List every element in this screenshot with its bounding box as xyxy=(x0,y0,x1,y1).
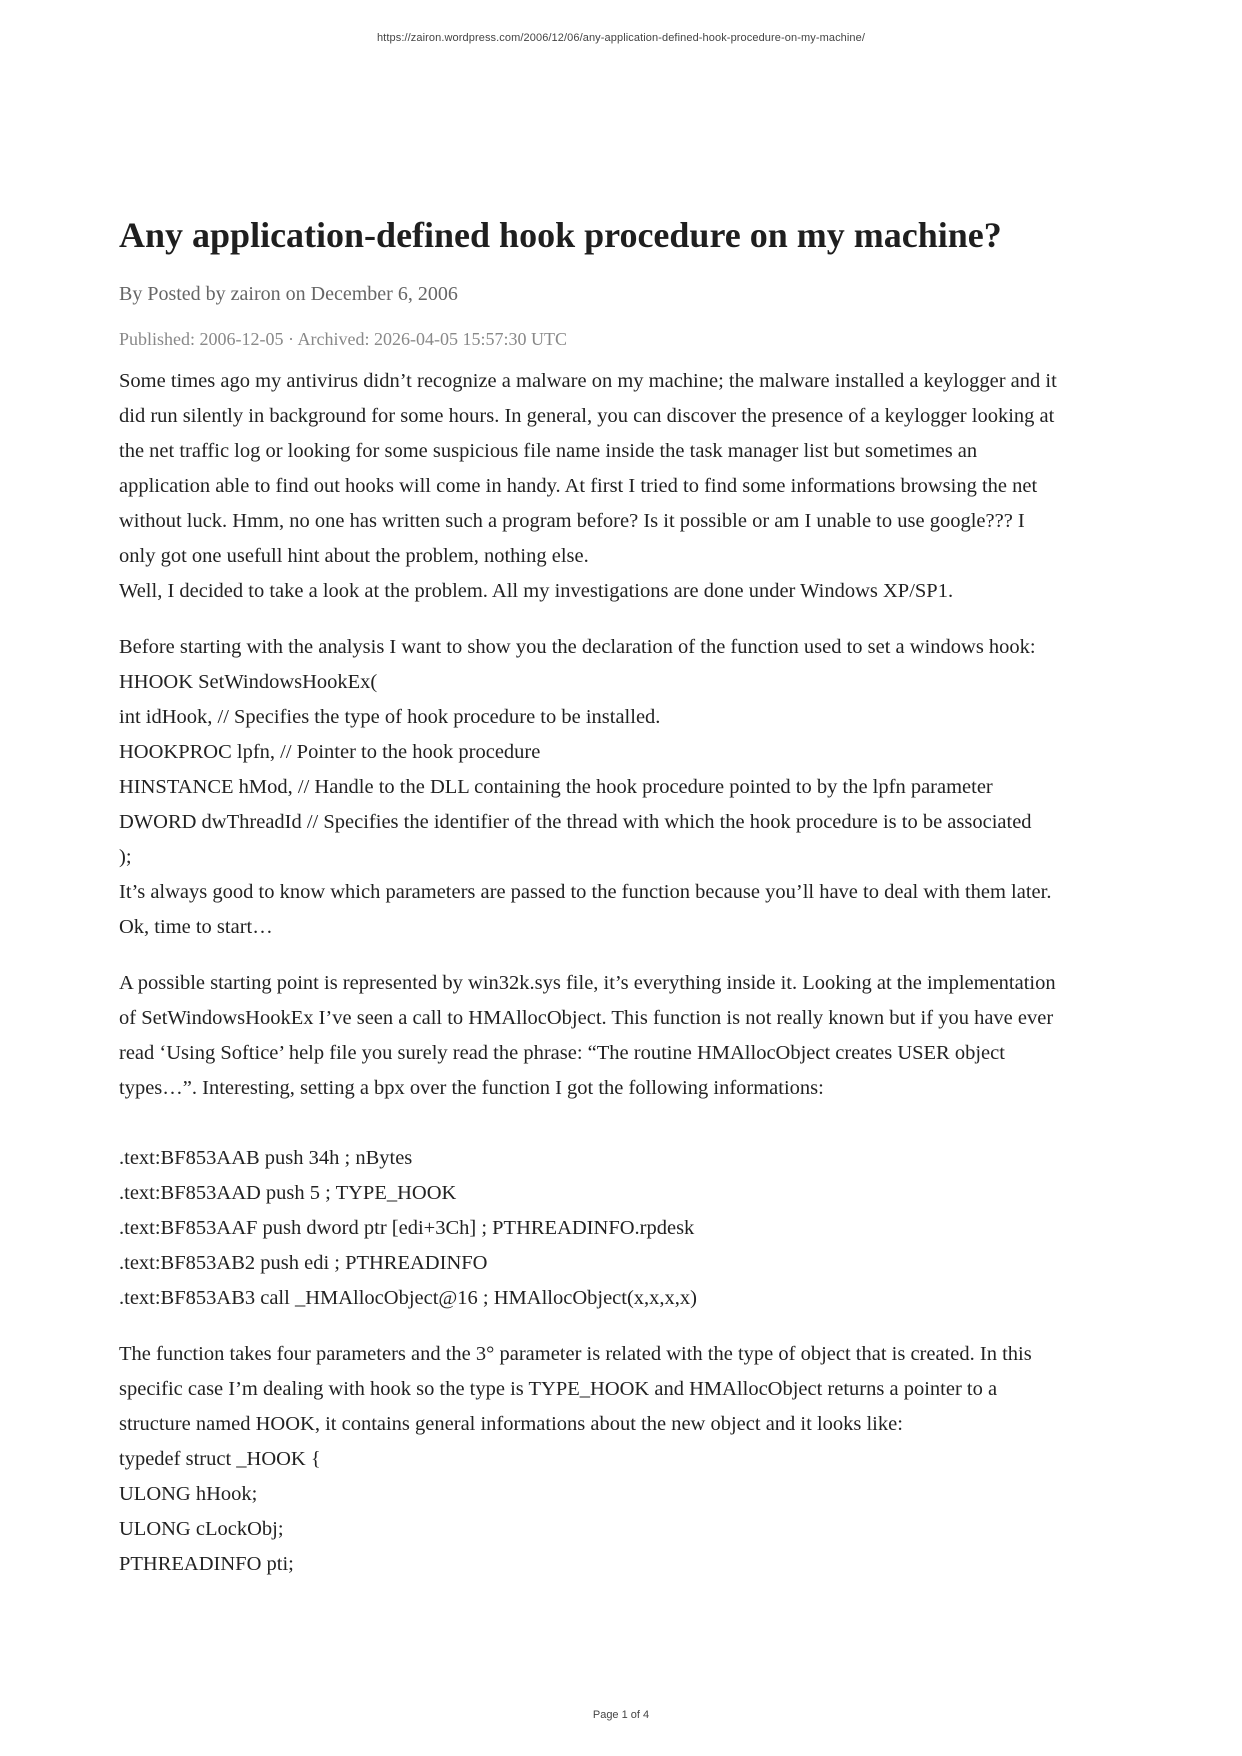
article-byline: By Posted by zairon on December 6, 2006 xyxy=(119,283,458,305)
article-title: Any application-defined hook procedure on my machine? xyxy=(119,215,1002,255)
blank-line xyxy=(119,1106,1129,1141)
text-line: specific case I’m dealing with hook so the type is TYPE_HOOK and HMAllocObject returns a pointer to a xyxy=(119,1378,998,1400)
declaration-paragraph xyxy=(119,630,1129,945)
text-line: A possible starting point is represented by win32k.sys file, it’s everything inside it. Looking at the implementation xyxy=(119,972,1056,994)
analysis-paragraph xyxy=(119,966,1129,1316)
text-line: the net traffic log or looking for some suspicious file name inside the task manager list but sometimes an xyxy=(119,440,978,462)
code-line: HINSTANCE hMod, // Handle to the DLL containing the hook procedure pointed to by the lpfn parameter xyxy=(119,776,993,798)
code-line: .text:BF853AAD push 5 ; TYPE_HOOK xyxy=(119,1182,457,1204)
code-line: ); xyxy=(119,846,132,868)
text-line: Ok, time to start… xyxy=(119,916,273,938)
page-number-footer: Page 1 of 4 xyxy=(592,1709,650,1721)
article-body xyxy=(119,364,1129,1582)
page-url-header: https://zairon.wordpress.com/2006/12/06/any-application-defined-hook-procedure-on-my-machine/ xyxy=(376,32,866,44)
code-line: PTHREADINFO pti; xyxy=(119,1553,294,1575)
code-line: DWORD dwThreadId // Specifies the identifier of the thread with which the hook procedure is to be associated xyxy=(119,811,1032,833)
article-meta: Published: 2006-12-05 · Archived: 2026-04-05 15:57:30 UTC xyxy=(119,329,567,349)
code-line: .text:BF853AB3 call _HMAllocObject@16 ; HMAllocObject(x,x,x,x) xyxy=(119,1287,697,1309)
article xyxy=(119,212,1129,1582)
text-line: The function takes four parameters and the 3° parameter is related with the type of object that is created. In this xyxy=(119,1343,1032,1365)
text-line: Well, I decided to take a look at the problem. All my investigations are done under Windows XP/SP1. xyxy=(119,580,954,602)
text-line: structure named HOOK, it contains general informations about the new object and it looks like: xyxy=(119,1413,903,1435)
code-line: .text:BF853AAF push dword ptr [edi+3Ch] ; PTHREADINFO.rpdesk xyxy=(119,1217,695,1239)
text-line: only got one usefull hint about the problem, nothing else. xyxy=(119,545,589,567)
text-line: read ‘Using Softice’ help file you surely read the phrase: “The routine HMAllocObject creates USER object xyxy=(119,1042,1005,1064)
text-line: of SetWindowsHookEx I’ve seen a call to HMAllocObject. This function is not really known but if you have ever xyxy=(119,1007,1054,1029)
code-line: HHOOK SetWindowsHookEx( xyxy=(119,671,378,693)
text-line: application able to find out hooks will come in handy. At first I tried to find some informations browsing the net xyxy=(119,475,1038,497)
text-line: did run silently in background for some hours. In general, you can discover the presence of a keylogger looking at xyxy=(119,405,1055,427)
text-line: Some times ago my antivirus didn’t recognize a malware on my machine; the malware installed a keylogger and it xyxy=(119,370,1057,392)
text-line: It’s always good to know which parameters are passed to the function because you’ll have to deal with them later. xyxy=(119,881,1052,903)
code-line: ULONG hHook; xyxy=(119,1483,258,1505)
text-line: Before starting with the analysis I want to show you the declaration of the function used to set a windows hook: xyxy=(119,636,1036,658)
code-line: ULONG cLockObj; xyxy=(119,1518,284,1540)
text-line: types…”. Interesting, setting a bpx over the function I got the following informations: xyxy=(119,1077,824,1099)
code-line: HOOKPROC lpfn, // Pointer to the hook procedure xyxy=(119,741,541,763)
code-line: .text:BF853AB2 push edi ; PTHREADINFO xyxy=(119,1252,488,1274)
struct-paragraph xyxy=(119,1337,1129,1582)
intro-paragraph xyxy=(119,364,1129,609)
text-line: without luck. Hmm, no one has written such a program before? Is it possible or am I unable to use google??? I xyxy=(119,510,1025,532)
code-line: int idHook, // Specifies the type of hook procedure to be installed. xyxy=(119,706,661,728)
code-line: typedef struct _HOOK { xyxy=(119,1448,321,1470)
code-line: .text:BF853AAB push 34h ; nBytes xyxy=(119,1147,413,1169)
